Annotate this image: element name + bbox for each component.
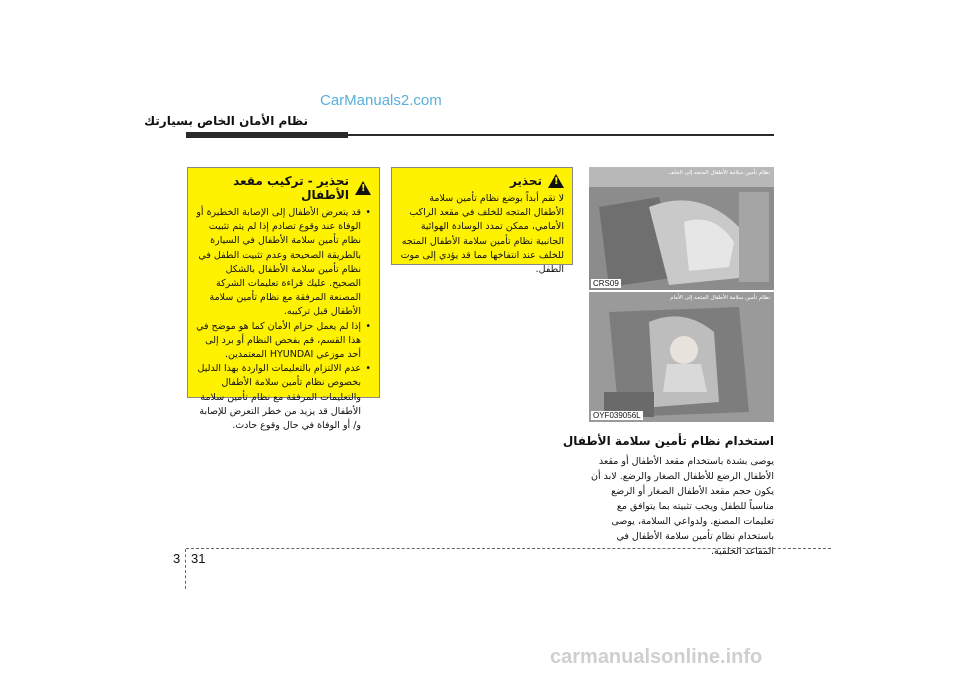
car-seat-illustration: [589, 167, 774, 290]
warning-title: تحذير: [509, 174, 542, 188]
header-rule: [348, 134, 774, 136]
warning-icon: !: [548, 174, 564, 188]
child-seat-illustration: [589, 292, 774, 422]
page-number-divider: [185, 549, 186, 589]
section-title: استخدام نظام تأمين سلامة الأطفال: [562, 434, 774, 448]
warning-bullet: • قد يتعرض الأطفال إلى الإصابة الخطيرة أو الوفاة عند وقوع تصادم إذا لم يتم تثبيت نظام تأمين سلامة الأطفال في السيارة بالطريقة الصحيحة وعدم تثبيت الطفل في نظام تأمين سلامة الأطفال بالشكل الصحيح. عليك قراءة تعليمات الشركة المصنعة المرفقة مع نظام تأمين سلامة الأطفال قبل تركيبه.: [196, 206, 361, 320]
watermark-top: CarManuals2.com: [320, 92, 442, 109]
rear-facing-seat-photo: [589, 167, 774, 290]
warning-title-row: [196, 174, 371, 202]
photo-caption: نظام تأمين سلامة الأطفال المتجه إلى الأمام: [670, 295, 770, 301]
warning-title: تحذير - تركيب مقعد الأطفال: [233, 174, 349, 202]
footer-divider: [186, 548, 831, 549]
page-number: 31: [191, 551, 206, 566]
warning-bullet: • عدم الالتزام بالتعليمات الواردة بهذا الدليل بخصوص نظام تأمين سلامة الأطفال والتعليمات المرفقة مع نظام تأمين سلامة الأطفال قد يزيد من خطر التعرض للإصابة و/ أو الوفاة في حال وقوع حادث.: [196, 362, 361, 433]
chapter-number: 3: [173, 551, 181, 566]
warning-title-row: [400, 174, 564, 188]
warning-text: لا تقم أبداً بوضع نظام تأمين سلامة الأطفال المتجه للخلف في مقعد الراكب الأمامي، ممكن تمدد الوسادة الهوائية الجانبية نظام تأمين سلامة الأطفال المتجه للخلف عند انتفاخها مما قد يؤدي إلى موت الطفل.: [400, 193, 564, 276]
warning-box-child-seat-installation: [187, 167, 380, 432]
photo-caption: نظام تأمين سلامة الأطفال المتجه إلى الخلف: [668, 170, 770, 176]
warning-box-rear-facing: [391, 167, 573, 276]
photo-label: OYF039056L: [593, 411, 641, 420]
page-header-title: نظام الأمان الخاص بسيارتك: [144, 114, 308, 128]
section-body: يوصى بشدة باستخدام مقعد الأطفال أو مقعد الأطفال الرضع للأطفال الصغار والرضع. لابد أن يكون حجم مقعد الأطفال الصغار أو الرضع مناسباً للطفل ويجب تثبيته بما يتوافق مع تعليمات المصنع. ولدواعي السلامة، يوصى باستخدام نظام تأمين سلامة الأطفال في المقاعد الخلفية.: [591, 456, 774, 557]
header-bar: [186, 132, 348, 138]
warning-icon: !: [355, 181, 371, 195]
warning-text: [196, 206, 371, 433]
photo-label: CRS09: [593, 279, 619, 288]
watermark-bottom: carmanualsonline.info: [550, 646, 763, 668]
warning-bullet: • إذا لم يعمل حزام الأمان كما هو موضح في هذا القسم، قم بفحص النظام أو برد إلى أحد موزعي HYUNDAI المعتمدين.: [196, 320, 361, 363]
forward-facing-seat-photo: [589, 292, 774, 422]
